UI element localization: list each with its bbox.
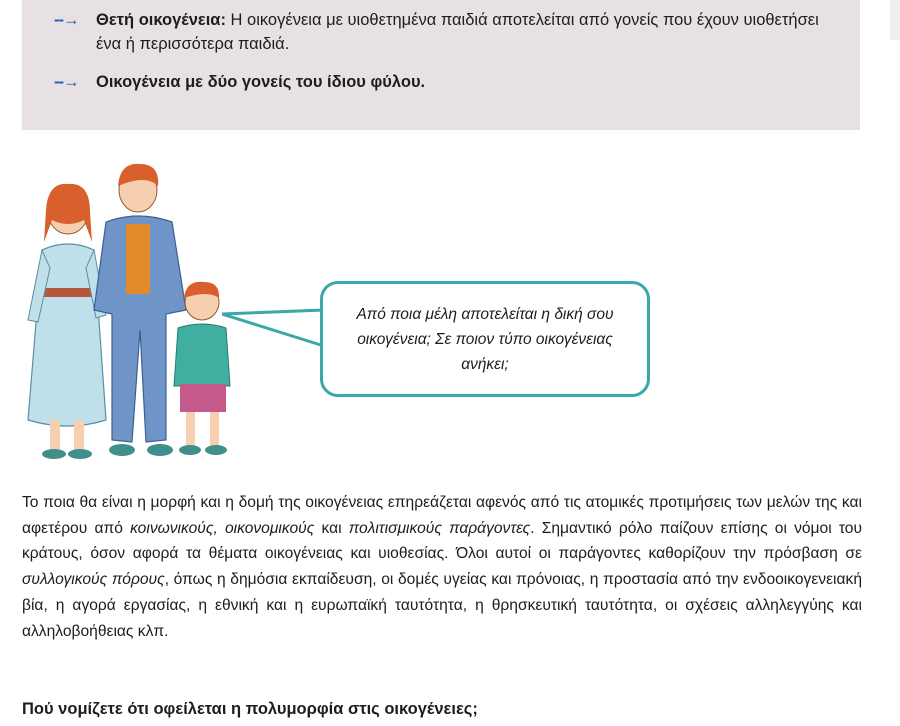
speech-bubble-tail — [222, 300, 332, 360]
bullet-same-sex-parents — [54, 70, 840, 94]
discussion-question: Πού νομίζετε ότι οφείλεται η πολυμορφία στις οικογένειες; — [22, 700, 478, 718]
definition-box — [22, 0, 860, 130]
body-paragraph: Το ποια θα είναι η μορφή και η δομή της οικογένειας επηρεάζεται αφενός από τις ατομικές προτιμήσεις των μελών της και αφετέρου από κοινωνικούς, οικονομικούς και πολιτισμικούς παράγοντες. Σημαντικό ρόλο παίζουν επίσης οι νόμοι του κράτους, όσον αφορά τα θέματα οικογένειας και υιοθεσίας. Όλοι αυτοί οι παράγοντες καθορίζουν την πρόσβαση σε συλλογικούς πόρους, όπως η δημόσια εκπαίδευση, οι δομές υγείας και πρόνοιας, η προστασία από την ενδοοικογενειακή βία, η αγορά εργασίας, η εθνική και η ευρωπαϊκή ταυτότητα, η θρησκευτική ταυτότητα, οι σχέσεις αλληλεγγύης και αλληλοβοήθειας κλπ. — [22, 494, 862, 640]
arrow-bullet-icon: --→ — [54, 73, 79, 91]
speech-bubble-text: Από ποια μέλη αποτελείται η δική σου οικογένεια; Σε ποιον τύπο οικογένειας ανήκει; — [356, 305, 614, 373]
bullet-adoptive-family — [54, 8, 840, 56]
page-edge — [890, 0, 900, 40]
italic-collective-resources: συλλογικούς πόρους — [22, 571, 165, 589]
father-figure — [94, 164, 186, 456]
term-same-sex-parents: Οικογένεια με δύο γονείς του ίδιου φύλου. — [96, 73, 426, 91]
italic-social-economic: κοινωνικούς, οικονομικούς — [130, 519, 315, 537]
term-adoptive-family: Θετή οικογένεια: — [96, 11, 226, 29]
mother-figure — [28, 184, 106, 459]
definition-adoptive-family: Η οικογένεια με υιοθετημένα παιδιά αποτελείται από γονείς που έχουν υιοθετήσει ένα ή περισσότερα παιδιά. — [96, 11, 819, 53]
arrow-bullet-icon: --→ — [54, 11, 79, 29]
speech-bubble — [320, 281, 650, 397]
italic-cultural-factors: πολιτισμικούς παράγοντες — [348, 519, 531, 537]
